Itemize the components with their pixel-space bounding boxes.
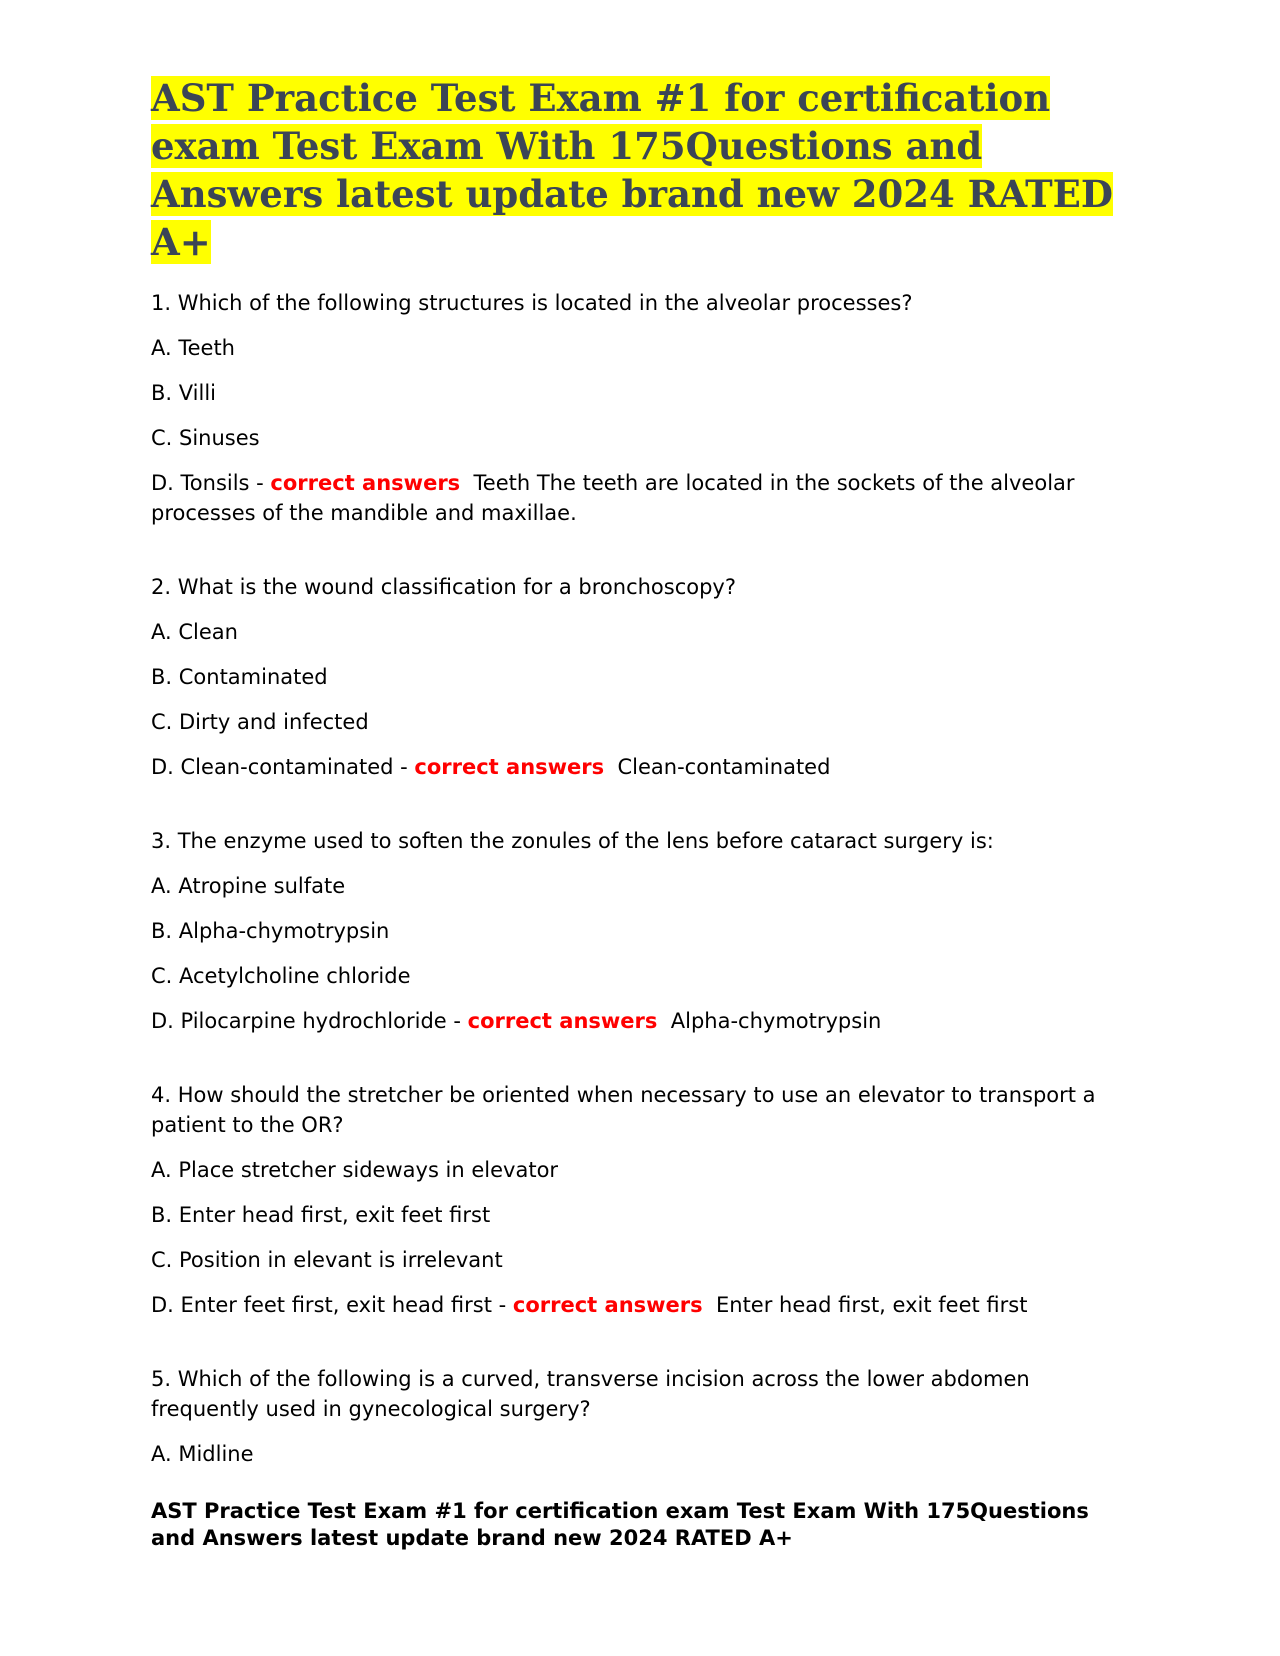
answer-explanation: Teeth The teeth are located in the sockets of the alveolar processes of the mandible and maxillae. (151, 471, 1075, 525)
option-a: A. Atropine sulfate (151, 874, 346, 898)
option-d-with-answer (151, 468, 1131, 528)
question-text: 1. Which of the following structures is located in the alveolar processes? (151, 291, 913, 315)
correct-answers-label: correct answers (270, 471, 461, 495)
option-a: A. Place stretcher sideways in elevator (151, 1158, 559, 1182)
option-b: B. Contaminated (151, 665, 328, 689)
answer-explanation: Alpha-chymotrypsin (670, 1009, 882, 1033)
document-body (151, 74, 1131, 1513)
option-d-with-answer (151, 752, 1131, 782)
option-d: D. Enter feet first, exit head first - (151, 1293, 513, 1317)
option-a: A. Clean (151, 620, 238, 644)
option-c: C. Position in elevant is irrelevant (151, 1248, 503, 1272)
option-c: C. Sinuses (151, 426, 260, 450)
question-block-2 (151, 572, 1131, 782)
question-block-1 (151, 288, 1131, 528)
option-c: C. Dirty and infected (151, 710, 369, 734)
correct-answers-label: correct answers (512, 1293, 703, 1317)
question-block-3 (151, 826, 1131, 1036)
answer-explanation: Clean-contaminated (617, 755, 831, 779)
question-text: 5. Which of the following is a curved, transverse incision across the lower abdomen frequently used in gynecological surgery? (151, 1367, 1030, 1421)
option-a: A. Teeth (151, 336, 235, 360)
question-text: 3. The enzyme used to soften the zonules of the lens before cataract surgery is: (151, 829, 994, 853)
question-block-5 (151, 1364, 1131, 1469)
option-d: D. Clean-contaminated - (151, 755, 415, 779)
page-footer: AST Practice Test Exam #1 for certification exam Test Exam With 175Questions and Answers latest update brand new 2024 RATED A+ (151, 1499, 1089, 1550)
option-a: A. Midline (151, 1442, 254, 1466)
option-d: D. Tonsils - (151, 471, 271, 495)
option-d: D. Pilocarpine hydrochloride - (151, 1009, 468, 1033)
question-text: 2. What is the wound classification for a bronchoscopy? (151, 575, 737, 599)
answer-explanation: Enter head first, exit feet first (716, 1293, 1028, 1317)
correct-answers-label: correct answers (414, 755, 605, 779)
option-b: B. Alpha-chymotrypsin (151, 919, 390, 943)
document-title (151, 74, 1131, 266)
option-b: B. Enter head first, exit feet first (151, 1203, 491, 1227)
correct-answers-label: correct answers (467, 1009, 658, 1033)
option-b: B. Villi (151, 381, 216, 405)
option-d-with-answer (151, 1290, 1131, 1320)
title-highlight: AST Practice Test Exam #1 for certification exam Test Exam With 175Questions and Answers latest update brand new 2024 RATED A+ (151, 76, 1113, 264)
option-c: C. Acetylcholine chloride (151, 964, 411, 988)
option-d-with-answer (151, 1006, 1131, 1036)
question-block-4 (151, 1080, 1131, 1320)
question-text: 4. How should the stretcher be oriented when necessary to use an elevator to transport a patient to the OR? (151, 1083, 1096, 1137)
